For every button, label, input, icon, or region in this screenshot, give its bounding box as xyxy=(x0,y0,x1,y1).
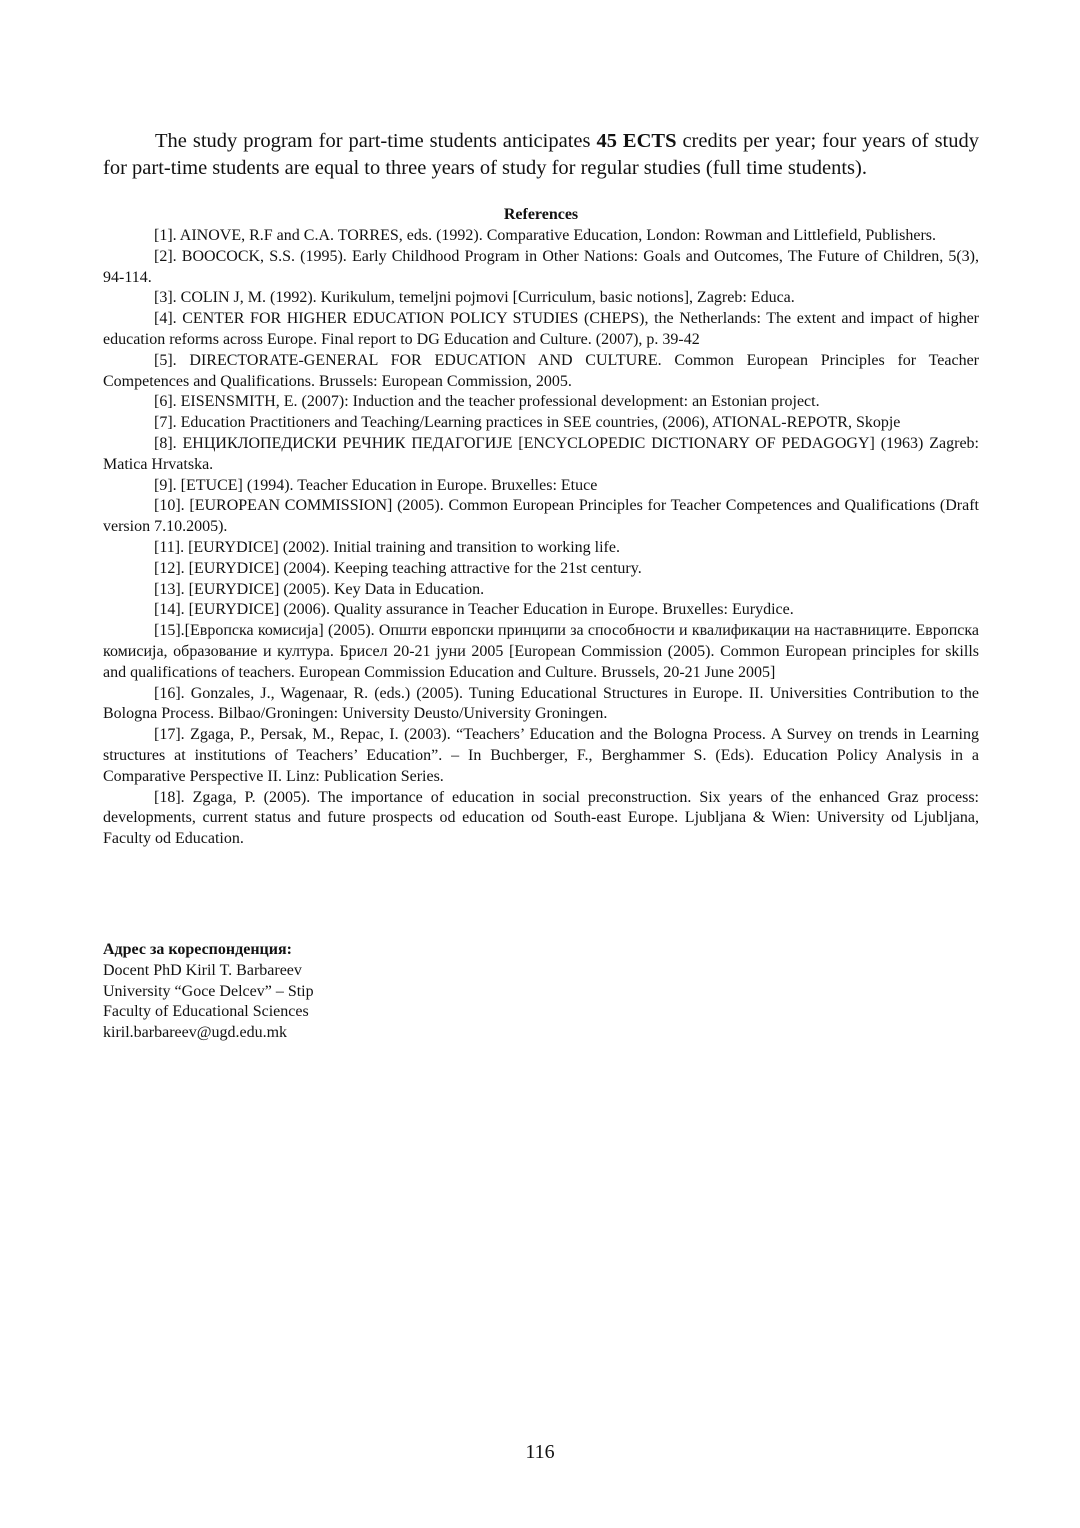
reference-item-3: [3]. COLIN J, M. (1992). Kurikulum, temeljni pojmovi [Curriculum, basic notions], Zagreb: Educa. xyxy=(154,289,795,307)
correspondence-heading: Адрес за кореспонденция: xyxy=(103,941,292,958)
reference-item-5: [5]. DIRECTORATE-GENERAL FOR EDUCATION AND CULTURE. Common European Principles for Teacher Competences and Qualifications. Brussels: European Commission, 2005. xyxy=(103,351,979,390)
reference-item-18: [18]. Zgaga, P. (2005). The importance of education in social preconstruction. Six years of the enhanced Graz process: developments, current status and future prospects od education od South-east Europe. Ljubljana & Wien: University od Ljubljana, Faculty od Education. xyxy=(103,788,979,848)
reference-item-15: [15].[Европска комисија] (2005). Општи европски принципи за способности и квалификации на наставниците. Европска комисија, образование и култура. Брисел 20-21 јуни 2005 [European Commission (2005). Common European principles for skills and qualifications of teachers. European Commission Education and Culture. Brussels, 20-21 June 2005] xyxy=(103,622,979,681)
reference-item-11: [11]. [EURYDICE] (2002). Initial training and transition to working life. xyxy=(154,538,620,556)
ects-highlight: 45 ECTS xyxy=(596,130,677,152)
author-email: kiril.barbareev@ugd.edu.mk xyxy=(103,1024,288,1042)
reference-item-17: [17]. Zgaga, P., Persak, M., Repac, I. (2003). “Teachers’ Education and the Bologna Process. A Survey on trends in Learning structures at institutions of Teachers’ Education”. – In Buchberger, F., Berghammer S. (Eds). Education Policy Analysis in a Comparative Perspective II. Linz: Publication Series. xyxy=(103,726,979,785)
author-name: Docent PhD Kiril T. Barbareev xyxy=(103,961,302,979)
reference-item-2: [2]. BOOCOCK, S.S. (1995). Early Childhood Program in Other Nations: Goals and Outcomes, The Future of Children, 5(3), 94-114. xyxy=(103,247,979,286)
intro-paragraph xyxy=(103,128,979,182)
intro-text-start: The study program for part-time students anticipates xyxy=(155,130,597,152)
reference-item-12: [12]. [EURYDICE] (2004). Keeping teaching attractive for the 21st century. xyxy=(154,559,642,577)
reference-item-6: [6]. EISENSMITH, E. (2007): Induction and the teacher professional development: an Estonian project. xyxy=(154,393,820,411)
reference-item-1: [1]. AINOVE, R.F and C.A. TORRES, eds. (1992). Comparative Education, London: Rowman and Littlefield, Publishers. xyxy=(154,227,936,244)
references-heading: References xyxy=(503,206,579,223)
reference-item-13: [13]. [EURYDICE] (2005). Key Data in Education. xyxy=(154,580,485,598)
reference-item-8: [8]. ЕНЦИКЛОПЕДИСКИ РЕЧНИК ПЕДАГОГИЈЕ [ENCYCLOPEDIC DICTIONARY OF PEDAGOGY] (1963) Zagreb: Matica Hrvatska. xyxy=(103,434,979,473)
reference-item-16: [16]. Gonzales, J., Wagenaar, R. (eds.) (2005). Tuning Educational Structures in Europe. II. Universities Contribution to the Bologna Process. Bilbao/Groningen: University Deusto/University Groningen. xyxy=(103,684,979,723)
reference-item-4: [4]. CENTER FOR HIGHER EDUCATION POLICY STUDIES (CHEPS), the Netherlands: The extent and impact of higher education reforms across Europe. Final report to DG Education and Culture. (2007), p. 39-42 xyxy=(103,310,979,348)
references-list xyxy=(103,226,979,850)
reference-item-9: [9]. [ETUCE] (1994). Teacher Education in Europe. Bruxelles: Etuce xyxy=(154,476,598,494)
reference-item-14: [14]. [EURYDICE] (2006). Quality assurance in Teacher Education in Europe. Bruxelles: Eurydice. xyxy=(154,601,794,619)
reference-item-7: [7]. Education Practitioners and Teaching/Learning practices in SEE countries, (2006), ATIONAL-REPOTR, Skopje xyxy=(154,414,901,432)
reference-item-10: [10]. [EUROPEAN COMMISSION] (2005). Common European Principles for Teacher Competences and Qualifications (Draft version 7.10.2005). xyxy=(103,497,979,536)
author-university: University “Goce Delcev” – Stip xyxy=(103,982,314,1000)
intro-text-end: credits per year; four years of study for part-time students are equal to three years of study for regular studies (full time students). xyxy=(103,130,979,179)
author-faculty: Faculty of Educational Sciences xyxy=(103,1003,309,1021)
correspondence-block xyxy=(103,940,603,1044)
page-number: 116 xyxy=(525,1441,555,1463)
